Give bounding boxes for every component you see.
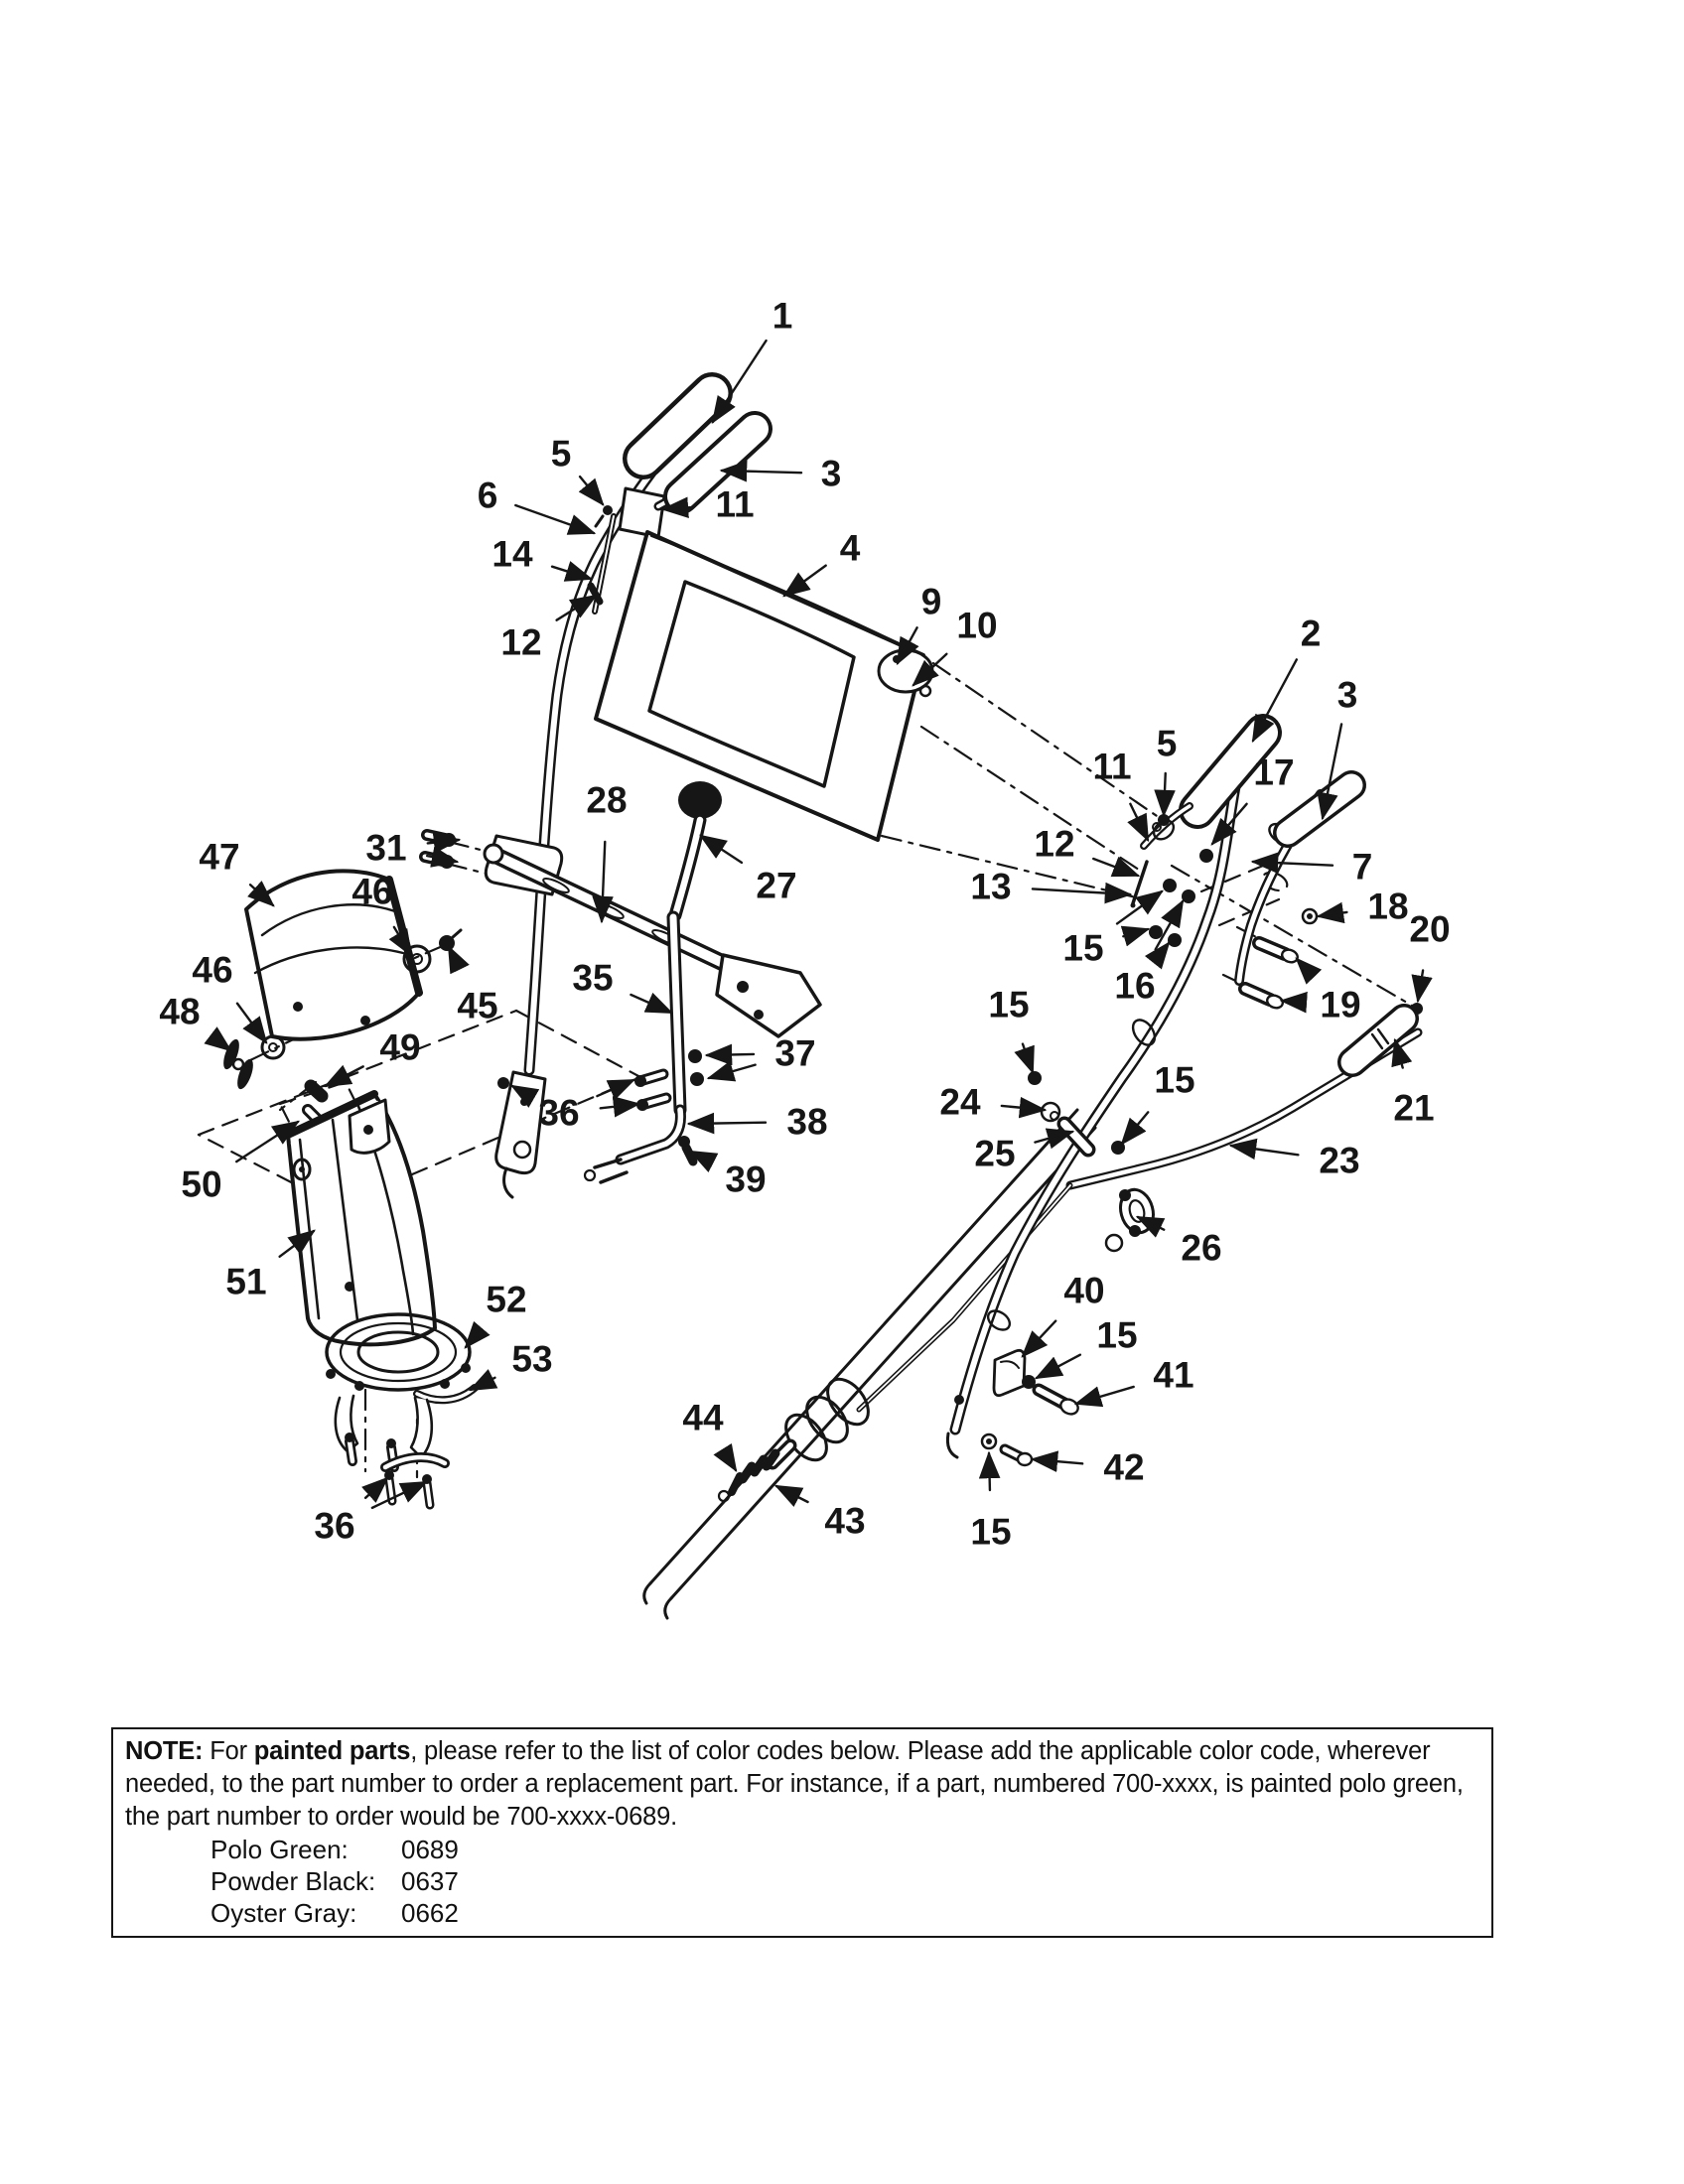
callout-5: 5 (550, 433, 572, 475)
callout-46: 46 (351, 871, 393, 912)
callout-arrow-7 (1253, 862, 1333, 866)
lower-rods-and-auger (644, 1032, 1418, 1618)
callout-31: 31 (365, 827, 407, 869)
note-text-line-1 (125, 1735, 1479, 1768)
left-handle-assembly-shape (596, 516, 603, 526)
callout-arrow-41 (1076, 1387, 1134, 1404)
right-handle-assembly-shape (1018, 1453, 1032, 1465)
callout-18: 18 (1367, 886, 1409, 927)
callout-arrow-36 (601, 1104, 638, 1108)
right-handle-assembly-shape (1129, 1225, 1141, 1237)
callout-15: 15 (988, 984, 1030, 1025)
callout-6: 6 (477, 475, 498, 516)
deflector-and-hardware-shape (453, 930, 461, 937)
right-handle-assembly-shape (1106, 1235, 1122, 1251)
callout-10: 10 (956, 605, 998, 646)
note-text-line-2: needed, to the part number to order a replacement part. For instance, if a part, numbered 700-xxxx, is painted polo green, (125, 1770, 1464, 1798)
deflector-and-hardware-shape (233, 1059, 243, 1069)
callout-arrow-38 (689, 1123, 766, 1124)
callout-arrow-37 (709, 1065, 756, 1078)
note-text-segment: NOTE: (125, 1737, 204, 1765)
chute-assembly-shape (350, 1441, 352, 1461)
shift-lever-and-brace-shape (485, 845, 502, 863)
deflector-and-hardware-shape (360, 1016, 370, 1025)
callout-43: 43 (824, 1500, 866, 1542)
deflector-and-hardware-shape (293, 1002, 303, 1012)
callout-37: 37 (774, 1032, 816, 1074)
shift-knob (678, 781, 722, 819)
nut (1199, 849, 1213, 863)
note-text-segment: painted parts (253, 1737, 411, 1765)
callout-arrow-42 (1033, 1459, 1082, 1463)
callout-arrow-6 (515, 505, 594, 533)
callout-21: 21 (1393, 1087, 1435, 1129)
callout-arrow-16 (1161, 943, 1169, 953)
callout-arrow-15 (1023, 1044, 1033, 1072)
nut (688, 1049, 702, 1063)
callout-4: 4 (839, 527, 861, 569)
left-handle-assembly-shape (497, 1077, 509, 1089)
callout-arrow-36 (365, 1478, 387, 1498)
callout-39: 39 (725, 1159, 767, 1200)
nut (1149, 925, 1163, 939)
wheel-bracket (994, 1350, 1025, 1395)
lower-rods-and-auger-shape (644, 1583, 650, 1603)
callout-arrow-15 (1123, 929, 1148, 936)
shift-lever-and-brace-shape (754, 1010, 764, 1020)
chute-assembly-shape (461, 1363, 471, 1373)
chute-assembly (288, 1094, 475, 1505)
callout-26: 26 (1181, 1227, 1222, 1269)
color-value: 0689 (401, 1835, 459, 1864)
chute-assembly-shape (299, 1166, 305, 1172)
shift-lever-and-brace-shape (686, 1148, 693, 1161)
callout-arrow-23 (1231, 1146, 1298, 1155)
callout-arrow-27 (701, 836, 742, 863)
callout-17: 17 (1253, 751, 1295, 793)
callout-arrow-52 (466, 1331, 480, 1347)
callout-arrow-15 (1122, 1112, 1148, 1144)
note-box (111, 1727, 1493, 1938)
callout-arrow-19 (1297, 959, 1312, 975)
callout-36: 36 (538, 1092, 580, 1134)
shift-lever-and-brace-shape (601, 1172, 627, 1182)
callout-38: 38 (786, 1101, 828, 1143)
callout-11: 11 (715, 483, 755, 525)
note-text-segment: For (203, 1737, 254, 1765)
callout-arrow-36 (597, 1080, 633, 1096)
washer (1028, 1071, 1042, 1085)
callout-14: 14 (491, 533, 533, 575)
chute-assembly-shape (354, 1381, 364, 1391)
color-value: 0637 (401, 1866, 459, 1896)
right-handle-assembly-shape (1119, 1189, 1131, 1201)
callout-arrow-15 (1037, 1355, 1080, 1378)
callout-arrow-46 (237, 1004, 266, 1042)
callout-20: 20 (1409, 908, 1451, 950)
callout-arrow-40 (1023, 1321, 1055, 1356)
right-handle-assembly-shape (1131, 903, 1136, 908)
callout-15: 15 (970, 1511, 1012, 1553)
callout-arrow-48 (212, 1037, 230, 1050)
callout-13: 13 (970, 866, 1012, 907)
callout-48: 48 (159, 991, 201, 1032)
callout-2: 2 (1300, 613, 1322, 654)
callout-arrow-44 (725, 1453, 736, 1470)
right-handle-assembly-shape (954, 1395, 964, 1405)
diagram-line-art (159, 296, 1450, 1619)
callout-25: 25 (974, 1133, 1016, 1174)
note-text-segment: , please refer to the list of color codes below. Please add the applicable color code, wherever (410, 1737, 1431, 1765)
color-value: 0662 (401, 1898, 459, 1928)
callout-1: 1 (772, 295, 793, 337)
callout-arrow-18 (1319, 912, 1346, 916)
callout-arrow-15 (989, 1453, 990, 1490)
callout-11: 11 (1092, 746, 1132, 787)
right-handle-assembly-shape (947, 1433, 957, 1457)
callout-5: 5 (1156, 723, 1178, 764)
clevis-pin (311, 1086, 322, 1096)
chute-assembly-shape (440, 1379, 450, 1389)
callout-36: 36 (314, 1505, 355, 1547)
shift-lever-and-brace-shape (675, 820, 700, 915)
callout-arrow-15 (1117, 891, 1162, 923)
color-code-list (125, 1834, 1479, 1929)
callout-arrow-3 (722, 471, 801, 473)
callout-52: 52 (486, 1279, 527, 1320)
callout-12: 12 (1034, 823, 1075, 865)
callout-51: 51 (225, 1261, 267, 1302)
callout-arrow-4 (784, 566, 826, 596)
callout-45: 45 (457, 985, 498, 1026)
control-panel (596, 532, 932, 840)
right-handle-assembly-shape (986, 1438, 992, 1444)
chute-assembly-shape (345, 1282, 354, 1292)
callout-arrow-45 (449, 947, 459, 968)
note-text-line-3: the part number to order would be 700-xxxx-0689. (125, 1803, 677, 1831)
color-name: Oyster Gray: (210, 1898, 357, 1928)
callout-12: 12 (500, 621, 542, 663)
lower-rods-and-auger-shape (665, 1598, 671, 1618)
callout-42: 42 (1103, 1446, 1145, 1488)
brake-latch (620, 488, 664, 537)
left-handle-assembly-shape (504, 1168, 512, 1197)
callout-arrow-35 (631, 995, 671, 1013)
chute-assembly-shape (386, 1438, 396, 1448)
ring-hook (411, 1398, 432, 1457)
callout-46: 46 (192, 949, 233, 991)
callout-47: 47 (199, 836, 240, 878)
nut (690, 1072, 704, 1086)
dashed-projection-lines-shape (933, 663, 1160, 818)
chute-assembly-shape (345, 1433, 354, 1442)
callout-3: 3 (820, 453, 842, 494)
color-name: Powder Black: (210, 1866, 376, 1896)
callout-35: 35 (572, 957, 614, 999)
nut (1163, 879, 1177, 892)
chute-assembly-shape (326, 1369, 336, 1379)
callout-arrow-20 (1418, 970, 1423, 1001)
control-panel-shape (596, 532, 923, 840)
color-code-row (210, 1865, 1479, 1897)
auger-coil (777, 1408, 834, 1468)
callout-arrow-5 (1164, 773, 1166, 815)
callout-23: 23 (1319, 1140, 1360, 1181)
shift-lever-and-brace-shape (585, 1170, 595, 1180)
pin (603, 505, 613, 515)
chute-assembly-shape (363, 1125, 373, 1135)
callout-15: 15 (1154, 1059, 1195, 1101)
shift-lever-and-brace-shape (621, 1110, 680, 1160)
callout-arrow-37 (707, 1054, 754, 1055)
foot-pad (717, 955, 820, 1036)
callout-41: 41 (1153, 1354, 1194, 1396)
callout-3: 3 (1336, 674, 1358, 716)
callout-7: 7 (1351, 846, 1373, 887)
shift-lever-and-brace-shape (595, 1160, 621, 1167)
callout-53: 53 (511, 1338, 553, 1380)
callout-arrow-19 (1282, 1001, 1299, 1002)
callout-9: 9 (920, 581, 942, 622)
right-handle-assembly-shape (1307, 913, 1313, 919)
color-code-row (210, 1834, 1479, 1865)
auger-hardware (732, 1476, 740, 1492)
callout-arrow-5 (580, 477, 603, 504)
callout-arrow-24 (1002, 1106, 1045, 1110)
shift-lever-and-brace-shape (634, 1075, 646, 1087)
callout-15: 15 (1062, 927, 1104, 969)
callout-28: 28 (586, 779, 628, 821)
callout-24: 24 (939, 1081, 981, 1123)
dashed-mounting-plane-shape (1201, 866, 1263, 891)
callout-arrow-43 (776, 1486, 808, 1502)
callout-44: 44 (682, 1397, 724, 1438)
callout-40: 40 (1063, 1270, 1105, 1311)
color-code-row (210, 1897, 1479, 1929)
nut (1168, 933, 1182, 947)
left-handle-assembly-shape (520, 1098, 528, 1106)
auger-coil (798, 1390, 855, 1450)
callout-arrow-53 (471, 1378, 494, 1390)
callout-arrow-12 (1093, 859, 1138, 876)
shift-lever-and-brace-shape (737, 981, 749, 993)
control-panel-shape (920, 686, 930, 696)
color-name: Polo Green: (210, 1835, 349, 1864)
callout-15: 15 (1096, 1314, 1138, 1356)
callout-19: 19 (1320, 984, 1361, 1025)
callout-50: 50 (181, 1163, 222, 1205)
callout-16: 16 (1114, 965, 1156, 1007)
callout-49: 49 (379, 1026, 421, 1068)
callout-27: 27 (756, 865, 797, 906)
